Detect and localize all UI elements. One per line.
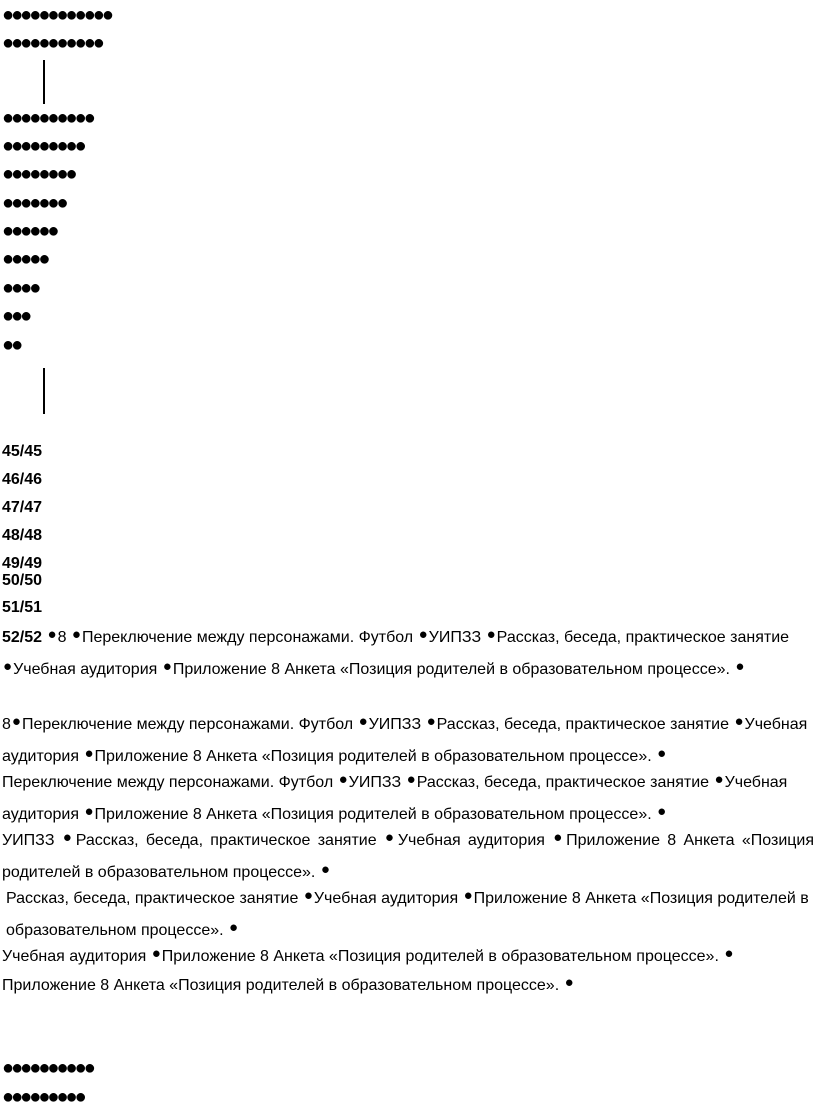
place-cell: Учебная аудитория [397, 832, 545, 849]
overflow-text-4 [2, 823, 814, 887]
overflow-text-7 [2, 968, 814, 1000]
appendix-cell: Приложение 8 Анкета «Позиция родителей в образовательном процессе». [94, 748, 652, 765]
bullet-icon: ● [564, 974, 574, 991]
bullet-icon: ● [418, 626, 428, 643]
bullet-icon: ● [657, 803, 667, 820]
bullet-icon: ● [426, 713, 436, 730]
bullet-icon: ● [71, 626, 81, 643]
bullet-icon: ● [320, 861, 330, 878]
bullet-icon: ● [734, 713, 744, 730]
overflow-text-6 [2, 939, 814, 971]
bullet-icon: ● [151, 945, 161, 962]
appendix-cell: Приложение 8 Анкета «Позиция родителей в образовательном процессе». [6, 890, 809, 939]
bullet-icon: ● [229, 919, 239, 936]
dots-row: ●●●●● [2, 248, 48, 270]
appendix-cell: Приложение 8 Анкета «Позиция родителей в образовательном процессе». [2, 832, 815, 881]
vertical-divider [43, 368, 45, 414]
header-dots-1: ●●●●●●●●●●●● [2, 4, 111, 26]
bullet-icon: ● [384, 829, 397, 846]
appendix-cell: Приложение 8 Анкета «Позиция родителей в образовательном процессе». [94, 806, 652, 823]
bullet-icon: ● [724, 945, 734, 962]
bullet-icon: ● [735, 658, 745, 675]
footer-dots-1: ●●●●●●●●●● [2, 1057, 93, 1079]
method-cell: Рассказ, беседа, практическое занятие [416, 774, 710, 791]
place-cell: Учебная аудитория [313, 890, 459, 907]
place-cell: Учебная аудитория [2, 716, 808, 765]
dots-row: ●● [2, 334, 21, 356]
lesson-number: 46/46 [2, 471, 43, 488]
dots-row: ●●●●●●●●● [2, 135, 84, 157]
bullet-icon: ● [553, 829, 566, 846]
bullet-icon: ● [406, 771, 416, 788]
lesson-number: 47/47 [2, 499, 43, 516]
lesson-number: 49/49 [2, 555, 43, 572]
dots-row: ●●● [2, 305, 30, 327]
bullet-icon: ● [11, 713, 21, 730]
hours-cell: 8 [2, 716, 11, 733]
topic-cell: Переключение между персонажами. Футбол [81, 629, 414, 646]
dots-row: ●●●●●● [2, 220, 57, 242]
lesson-number: 51/51 [2, 599, 43, 616]
bullet-icon: ● [3, 658, 13, 675]
type-cell: УИПЗЗ [2, 832, 55, 849]
dots-row: ●●●●●●● [2, 192, 66, 214]
bullet-icon: ● [358, 713, 368, 730]
bullet-icon: ● [47, 626, 57, 643]
dots-row: ●●●● [2, 277, 39, 299]
type-cell: УИПЗЗ [428, 629, 482, 646]
lesson-number: 50/50 [2, 572, 43, 589]
hours-cell: 8 [57, 629, 67, 646]
topic-cell: Переключение между персонажами. Футбол [21, 716, 354, 733]
bullet-icon: ● [162, 658, 172, 675]
place-cell: Учебная аудитория [13, 661, 158, 678]
bullet-icon: ● [303, 887, 313, 904]
bullet-icon: ● [62, 829, 75, 846]
appendix-cell: Приложение 8 Анкета «Позиция родителей в образовательном процессе». [2, 977, 560, 994]
overflow-text-5 [6, 881, 814, 945]
type-cell: УИПЗЗ [348, 774, 402, 791]
appendix-cell: Приложение 8 Анкета «Позиция родителей в образовательном процессе». [172, 661, 730, 678]
overflow-text-3 [2, 765, 814, 829]
vertical-divider [43, 60, 45, 104]
bullet-icon: ● [657, 745, 667, 762]
lesson-number: 52/52 [2, 629, 43, 646]
header-dots-2: ●●●●●●●●●●● [2, 32, 102, 54]
topic-cell: Переключение между персонажами. Футбол [2, 774, 334, 791]
dots-row: ●●●●●●●● [2, 163, 75, 185]
bullet-icon: ● [84, 803, 94, 820]
method-cell: Рассказ, беседа, практическое занятие [436, 716, 730, 733]
overflow-text-2 [2, 707, 814, 771]
bullet-icon: ● [84, 745, 94, 762]
bullet-icon: ● [486, 626, 496, 643]
bullet-icon: ● [463, 887, 473, 904]
bullet-icon: ● [714, 771, 724, 788]
type-cell: УИПЗЗ [368, 716, 422, 733]
method-cell: Рассказ, беседа, практическое занятие [6, 890, 299, 907]
footer-dots-2: ●●●●●●●●● [2, 1086, 84, 1108]
method-cell: Рассказ, беседа, практическое занятие [75, 832, 377, 849]
dots-row: ●●●●●●●●●● [2, 107, 93, 129]
method-cell: Рассказ, беседа, практическое занятие [496, 629, 790, 646]
appendix-cell: Приложение 8 Анкета «Позиция родителей в образовательном процессе». [161, 948, 719, 965]
place-cell: Учебная аудитория [2, 948, 147, 965]
place-cell: Учебная аудитория [2, 774, 788, 823]
bullet-icon: ● [338, 771, 348, 788]
row-52-text [2, 620, 814, 684]
lesson-number: 48/48 [2, 527, 43, 544]
lesson-number: 45/45 [2, 443, 43, 460]
